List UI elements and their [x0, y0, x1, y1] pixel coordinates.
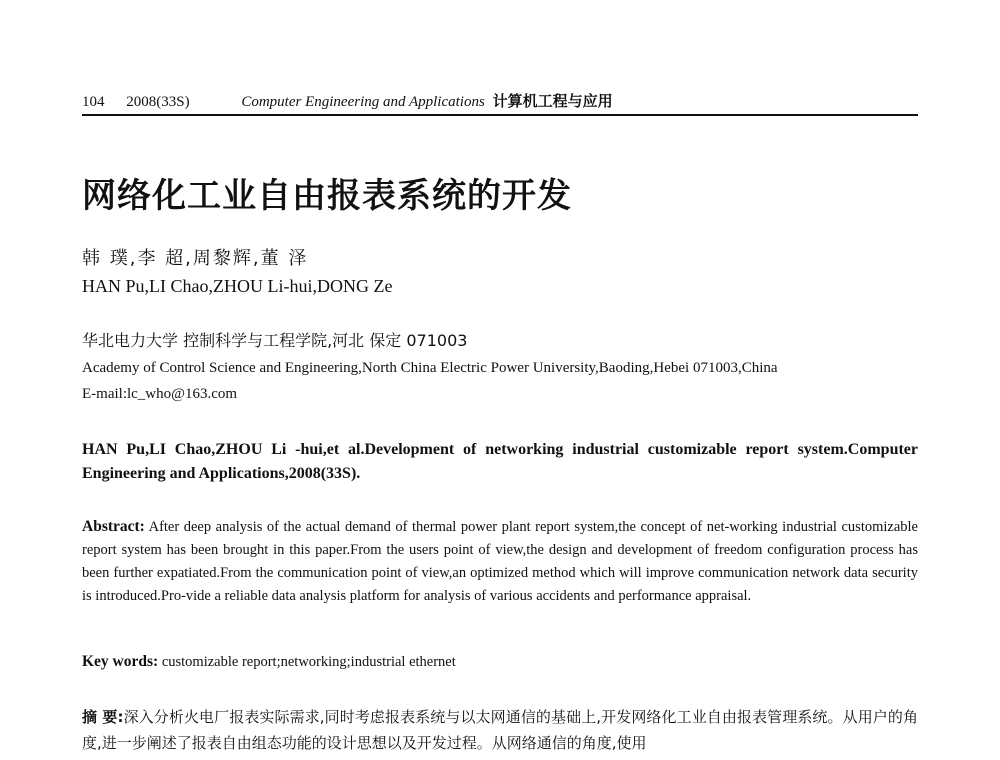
journal-name-en: Computer Engineering and Applications: [241, 94, 485, 110]
abstract-text: After deep analysis of the actual demand of thermal power plant report system,the concept of net-working industrial customizable report system has been brought in this paper.From the users point of view,the design and development of freedom configuration process has been further expatiated.From the communication point of view,an optimized method which will improve communication network data security is introduced.Pro-vide a reliable data analysis platform for analysis of various accidents and performance appraisal.: [82, 519, 918, 604]
author-email: E-mail:lc_who@163.com: [82, 386, 238, 402]
article-title: 网络化工业自由报表系统的开发: [82, 176, 572, 216]
keywords-label: Key words:: [82, 653, 159, 670]
abstract-cn-text: 深入分析火电厂报表实际需求,同时考虑报表系统与以太网通信的基础上,开发网络化工业自由报表管理系统。从用户的角度,进一步阐述了报表自由组态功能的设计思想以及开发过程。从网络通信的角度,使用: [82, 708, 918, 752]
abstract-label: Abstract:: [82, 518, 145, 535]
citation: HAN Pu,LI Chao,ZHOU Li -hui,et al.Development of networking industrial customizable report system.Computer Engineering and Applications,2008(33S).: [82, 441, 918, 482]
authors-en: HAN Pu,LI Chao,ZHOU Li-hui,DONG Ze: [82, 276, 393, 296]
journal-name-cn: 计算机工程与应用: [492, 92, 613, 110]
keywords-text: customizable report;networking;industrial ethernet: [161, 654, 456, 670]
abstract-cn-label: 摘 要:: [82, 708, 124, 726]
page-number: 104: [82, 94, 105, 110]
affiliation-en: Academy of Control Science and Engineering,North China Electric Power University,Baoding,Hebei 071003,China: [82, 360, 778, 376]
abstract-en: [82, 515, 918, 608]
keywords: [82, 653, 918, 671]
abstract-cn: [82, 704, 918, 756]
issue-label: 2008(33S): [126, 94, 190, 110]
affiliation-cn: 华北电力大学 控制科学与工程学院,河北 保定 071003: [82, 331, 468, 350]
running-header: [82, 88, 918, 116]
authors-cn: 韩 璞,李 超,周黎辉,董 泽: [82, 248, 309, 269]
